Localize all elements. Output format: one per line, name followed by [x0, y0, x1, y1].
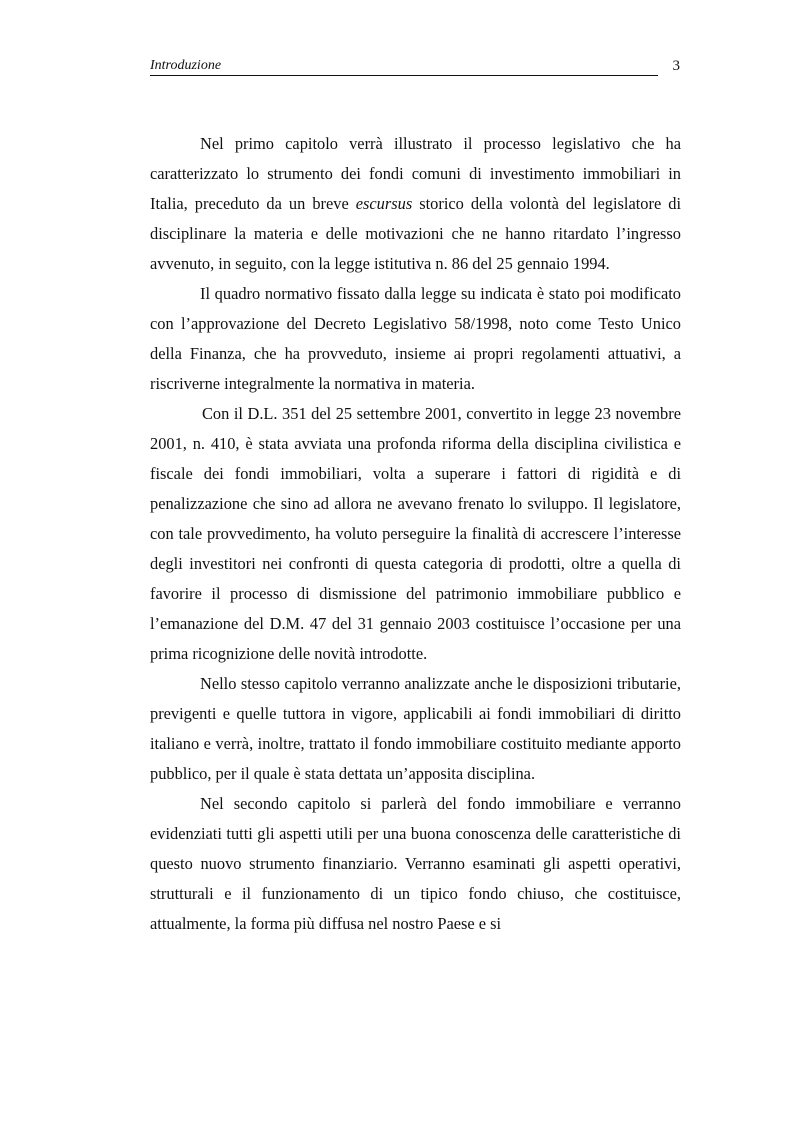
paragraph-1	[150, 129, 681, 279]
paragraph-1-text-after: storico della volontà del legislatore di disciplinare la materia e delle motivazioni che ne hanno ritardato l’ingresso avvenuto, in seguito, con la legge istitutiva n. 86 del 25 gennaio 1994.	[150, 194, 681, 273]
paragraph-1-text-before: Nel primo capitolo verrà illustrato il processo legislativo che ha caratterizzato lo strumento dei fondi comuni di investimento immobiliari in Italia, preceduto da un breve	[150, 134, 681, 213]
running-header-title: Introduzione	[150, 58, 222, 73]
header-rule	[150, 75, 658, 76]
paragraph-4: Nello stesso capitolo verranno analizzate anche le disposizioni tributarie, previgenti e quelle tuttora in vigore, applicabili ai fondi immobiliari di diritto italiano e verrà, inoltre, trattato il fondo immobiliare costituito mediante apporto pubblico, per il quale è stata dettata un’apposita disciplina.	[150, 674, 681, 783]
page-number: 3	[672, 58, 680, 74]
paragraph-5: Nel secondo capitolo si parlerà del fondo immobiliare e verranno evidenziati tutti gli aspetti utili per una buona conoscenza delle caratteristiche di questo nuovo strumento finanziario. Verranno esaminati gli aspetti operativi, strutturali e il funzionamento di un tipico fondo chiuso, che costituisce, attualmente, la forma più diffusa nel nostro Paese e si	[150, 794, 681, 933]
body-text	[150, 129, 681, 939]
paragraph-2: Il quadro normativo fissato dalla legge su indicata è stato poi modificato con l’approvazione del Decreto Legislativo 58/1998, noto come Testo Unico della Finanza, che ha provveduto, insieme ai propri regolamenti attuativi, a riscriverne integralmente la normativa in materia.	[150, 284, 681, 393]
paragraph-1-emphasis: escursus	[355, 194, 413, 213]
page-header	[150, 58, 680, 78]
paragraph-3: Con il D.L. 351 del 25 settembre 2001, convertito in legge 23 novembre 2001, n. 410, è stata avviata una profonda riforma della disciplina civilistica e fiscale dei fondi immobiliari, volta a superare i fattori di rigidità e di penalizzazione che sino ad allora ne avevano frenato lo sviluppo. Il legislatore, con tale provvedimento, ha voluto perseguire la finalità di accrescere l’interesse degli investitori nei confronti di questa categoria di prodotti, oltre a quella di favorire il processo di dismissione del patrimonio immobiliare pubblico e l’emanazione del D.M. 47 del 31 gennaio 2003 costituisce l’occasione per una prima ricognizione delle novità introdotte.	[150, 404, 681, 663]
